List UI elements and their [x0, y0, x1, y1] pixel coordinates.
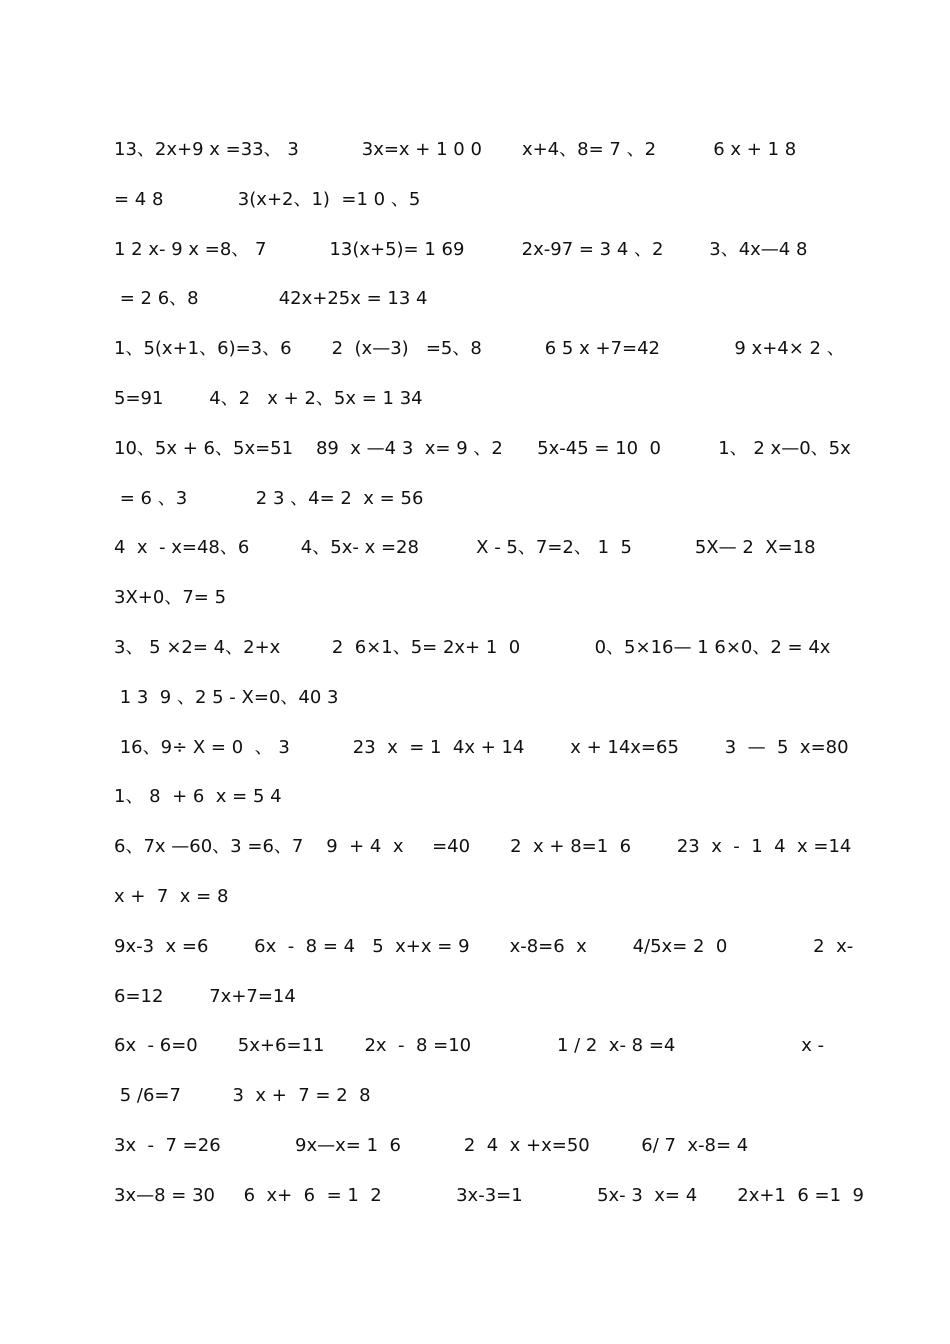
equation-line-8: = 6 、3 2 3 、4= 2 x = 56	[114, 487, 424, 509]
equation-line-20: 5 /6=7 3 x + 7 = 2 8	[114, 1085, 371, 1107]
equation-line-5: 1、5(x+1、6)=3、6 2 (x—3) =5、8 6 5 x +7=42 9 x+4× 2 、	[114, 338, 845, 360]
equation-line-1: 13、2x+9 x =33、 3 3x=x + 1 0 0 x+4、8= 7 、2 6 x + 1 8	[114, 139, 797, 160]
equation-line-6: 5=91 4、2 x + 2、5x = 1 34	[114, 387, 423, 409]
equation-line-13: 16、9÷ X = 0 、 3 23 x = 1 4x + 14 x + 14x=65 3 — 5 x=80	[114, 736, 849, 758]
equation-line-10: 3X+0、7= 5	[114, 587, 227, 609]
equation-line-9: 4 x - x=48、6 4、5x- x =28 X - 5、7=2、 1 5 5X— 2 X=18	[114, 537, 816, 559]
equation-line-19: 6x - 6=0 5x+6=11 2x - 8 =10 1 / 2 x- 8 =4 x -	[114, 1035, 825, 1057]
equation-lines	[114, 137, 874, 1233]
equation-line-21: 3x - 7 =26 9x—x= 1 6 2 4 x +x=50 6/ 7 x-8= 4	[114, 1134, 749, 1156]
equation-line-16: x + 7 x = 8	[114, 885, 229, 907]
equation-line-18: 6=12 7x+7=14	[114, 985, 296, 1007]
equation-line-4: = 2 6、8 42x+25x = 13 4	[114, 288, 428, 310]
equation-line-15: 6、7x —60、3 =6、7 9 + 4 x =40 2 x + 8=1 6 23 x - 1 4 x =14	[114, 836, 852, 858]
equation-line-14: 1、 8 + 6 x = 5 4	[114, 786, 282, 808]
equation-line-3: 1 2 x- 9 x =8、 7 13(x+5)= 1 69 2x-97 = 3 4 、2 3、4x—4 8	[114, 238, 808, 260]
equation-line-11: 3、 5 ×2= 4、2+x 2 6×1、5= 2x+ 1 0 0、5×16— 1 6×0、2 = 4x	[114, 636, 831, 658]
equation-line-17: 9x-3 x =6 6x - 8 = 4 5 x+x = 9 x-8=6 x 4/5x= 2 0 2 x-	[114, 935, 854, 957]
equation-line-2: = 4 8 3(x+2、1) =1 0 、5	[114, 188, 421, 210]
equation-line-12: 1 3 9 、2 5 - X=0、40 3	[114, 686, 339, 708]
equation-line-7: 10、5x + 6、5x=51 89 x —4 3 x= 9 、2 5x-45 = 10 0 1、 2 x—0、5x	[114, 437, 851, 459]
equation-line-22: 3x—8 = 30 6 x+ 6 = 1 2 3x-3=1 5x- 3 x= 4 2x+1 6 =1 9	[114, 1184, 864, 1206]
